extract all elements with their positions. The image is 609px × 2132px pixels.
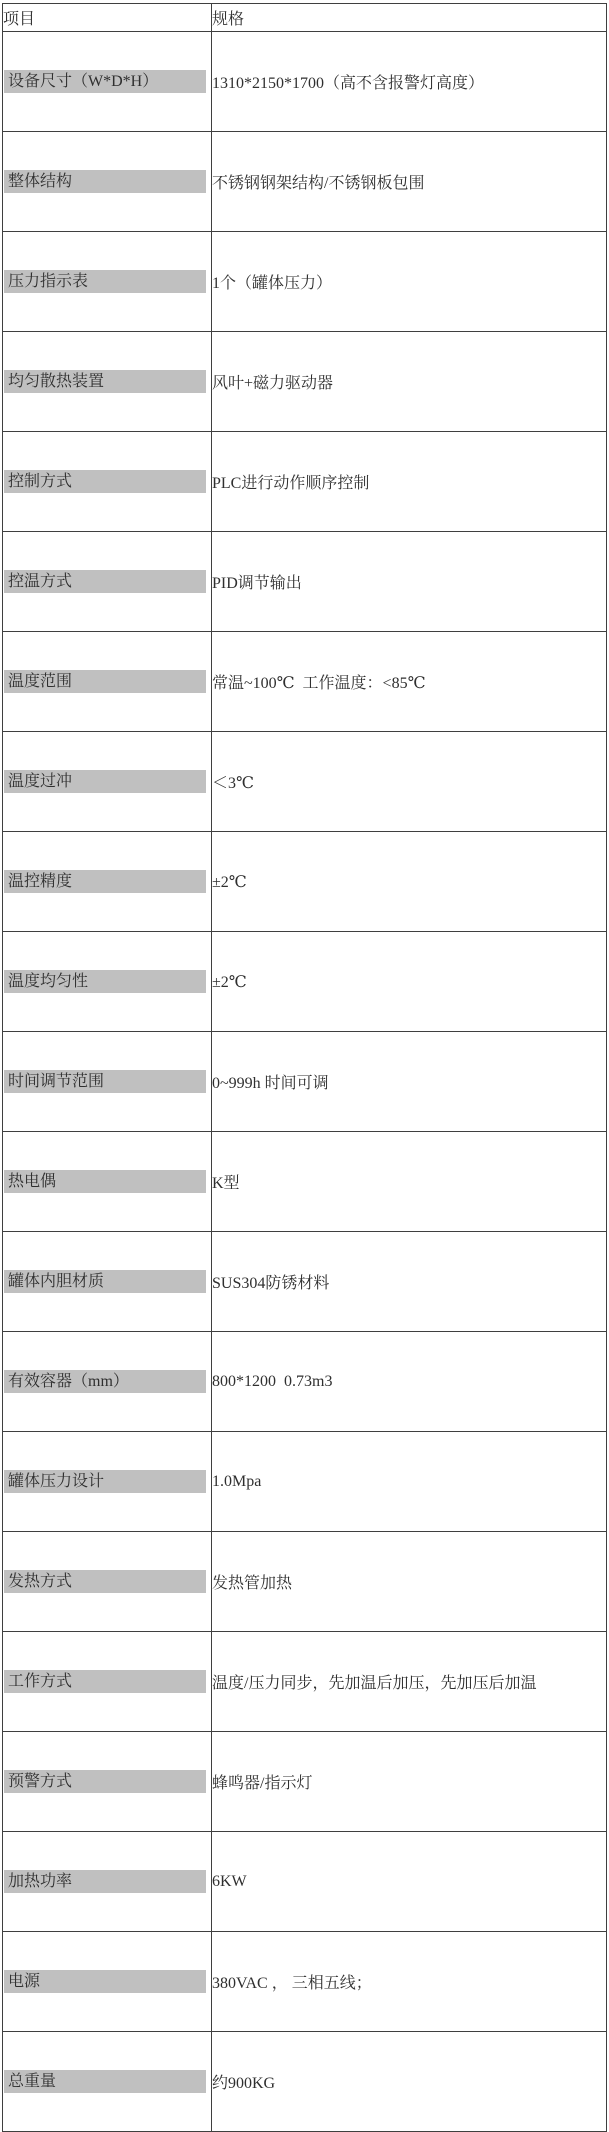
item-cell — [3, 232, 212, 332]
table-row — [3, 1132, 607, 1232]
spec-value: ±2℃ — [212, 832, 607, 932]
item-label: 总重量 — [4, 2070, 206, 2093]
item-cell — [3, 332, 212, 432]
table-row — [3, 1932, 607, 2032]
table-row — [3, 332, 607, 432]
item-label: 发热方式 — [4, 1570, 206, 1593]
item-label: 时间调节范围 — [4, 1070, 206, 1093]
spec-table — [2, 3, 607, 2132]
spec-value: PID调节输出 — [212, 532, 607, 632]
item-label: 整体结构 — [4, 170, 206, 193]
spec-value: 1个（罐体压力） — [212, 232, 607, 332]
item-label: 罐体压力设计 — [4, 1470, 206, 1493]
item-cell — [3, 1032, 212, 1132]
spec-value: 常温~100℃ 工作温度：<85℃ — [212, 632, 607, 732]
item-label: 温控精度 — [4, 870, 206, 893]
header-spec: 规格 — [212, 4, 607, 32]
item-cell — [3, 732, 212, 832]
item-cell — [3, 432, 212, 532]
item-cell — [3, 2032, 212, 2132]
spec-value: 不锈钢钢架结构/不锈钢板包围 — [212, 132, 607, 232]
spec-value: 发热管加热 — [212, 1532, 607, 1632]
table-row — [3, 232, 607, 332]
item-cell — [3, 1432, 212, 1532]
header-row — [3, 4, 607, 32]
item-cell — [3, 932, 212, 1032]
table-row — [3, 1032, 607, 1132]
spec-value: 800*1200 0.73m3 — [212, 1332, 607, 1432]
spec-value: 蜂鸣器/指示灯 — [212, 1732, 607, 1832]
spec-value: 6KW — [212, 1832, 607, 1932]
item-label: 电源 — [4, 1970, 206, 1993]
item-label: 温度过冲 — [4, 770, 206, 793]
item-cell — [3, 132, 212, 232]
table-row — [3, 132, 607, 232]
item-label: 控制方式 — [4, 470, 206, 493]
table-row — [3, 1832, 607, 1932]
item-label: 工作方式 — [4, 1670, 206, 1693]
item-cell — [3, 532, 212, 632]
item-label: 设备尺寸（W*D*H） — [4, 70, 206, 93]
item-label: 罐体内胆材质 — [4, 1270, 206, 1293]
item-label: 压力指示表 — [4, 270, 206, 293]
spec-value: SUS304防锈材料 — [212, 1232, 607, 1332]
table-row — [3, 432, 607, 532]
spec-value: 温度/压力同步，先加温后加压，先加压后加温 — [212, 1632, 607, 1732]
table-row — [3, 1732, 607, 1832]
spec-value: K型 — [212, 1132, 607, 1232]
header-item: 项目 — [3, 4, 212, 32]
item-cell — [3, 1332, 212, 1432]
item-cell — [3, 1232, 212, 1332]
table-row — [3, 1332, 607, 1432]
spec-value: 0~999h 时间可调 — [212, 1032, 607, 1132]
table-row — [3, 932, 607, 1032]
item-cell — [3, 1132, 212, 1232]
spec-value: PLC进行动作顺序控制 — [212, 432, 607, 532]
spec-value: 约900KG — [212, 2032, 607, 2132]
table-row — [3, 1232, 607, 1332]
item-label: 有效容器（mm） — [4, 1370, 206, 1393]
spec-value: ±2℃ — [212, 932, 607, 1032]
table-row — [3, 632, 607, 732]
table-row — [3, 732, 607, 832]
spec-value: 1310*2150*1700（高不含报警灯高度） — [212, 32, 607, 132]
item-cell — [3, 1532, 212, 1632]
item-cell — [3, 1632, 212, 1732]
item-cell — [3, 632, 212, 732]
table-row — [3, 532, 607, 632]
table-row — [3, 32, 607, 132]
item-label: 预警方式 — [4, 1770, 206, 1793]
table-row — [3, 1632, 607, 1732]
item-label: 温度范围 — [4, 670, 206, 693]
table-row — [3, 1532, 607, 1632]
item-cell — [3, 32, 212, 132]
item-label: 热电偶 — [4, 1170, 206, 1193]
table-row — [3, 1432, 607, 1532]
spec-value: 风叶+磁力驱动器 — [212, 332, 607, 432]
spec-value: ＜3℃ — [212, 732, 607, 832]
item-label: 加热功率 — [4, 1870, 206, 1893]
table-body — [3, 32, 607, 2132]
item-cell — [3, 1732, 212, 1832]
item-cell — [3, 1932, 212, 2032]
item-cell — [3, 832, 212, 932]
item-label: 温度均匀性 — [4, 970, 206, 993]
item-label: 均匀散热装置 — [4, 370, 206, 393]
table-row — [3, 2032, 607, 2132]
spec-value: 380VAC ， 三相五线； — [212, 1932, 607, 2032]
item-label: 控温方式 — [4, 570, 206, 593]
spec-value: 1.0Mpa — [212, 1432, 607, 1532]
table-row — [3, 832, 607, 932]
item-cell — [3, 1832, 212, 1932]
